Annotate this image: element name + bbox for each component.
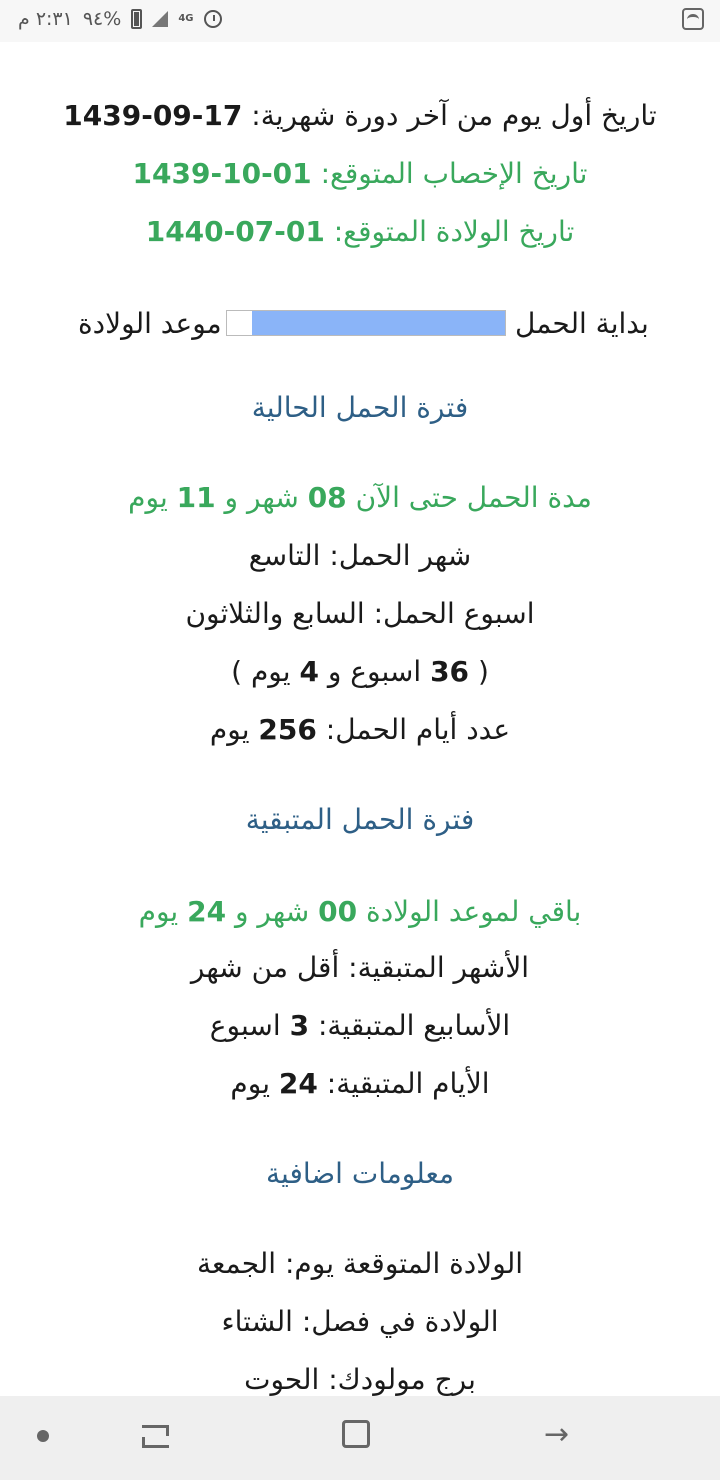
season-value: الشتاء — [221, 1305, 293, 1338]
pregnancy-content[interactable] — [0, 42, 720, 1396]
conception-label: تاريخ الإخصاب المتوقع: — [320, 157, 588, 190]
progress-end-label: موعد الولادة — [78, 307, 222, 340]
week-label: اسبوع الحمل: — [373, 597, 535, 630]
birth-weekday-line — [0, 1244, 720, 1284]
pregnancy-progress — [0, 304, 720, 344]
weeks-days-count: 4 — [299, 655, 319, 688]
due-label: تاريخ الولادة المتوقع: — [333, 215, 575, 248]
week-value: السابع والثلاثون — [185, 597, 365, 630]
remaining-period-heading: فترة الحمل المتبقية — [245, 803, 475, 836]
remaining-months: 00 — [318, 895, 358, 928]
battery-icon — [131, 9, 142, 29]
back-icon[interactable]: → — [544, 1417, 570, 1452]
weekday-label: الولادة المتوقعة يوم: — [284, 1247, 524, 1280]
weeks-days-word: يوم — [250, 655, 291, 688]
progress-bar-fill — [252, 311, 505, 335]
pregnancy-month-line — [0, 536, 720, 576]
zodiac-value: الحوت — [244, 1363, 320, 1396]
wifi-icon — [682, 8, 704, 30]
dot-icon[interactable] — [37, 1430, 49, 1442]
duration-months-word: شهر و — [224, 481, 299, 514]
lmp-value: 1439-09-17 — [63, 99, 243, 132]
status-left — [18, 8, 222, 30]
current-period-heading: فترة الحمل الحالية — [251, 391, 469, 424]
remaining-days-word: يوم — [138, 895, 179, 928]
progress-bar — [226, 310, 506, 336]
remaining-duration-line — [0, 892, 720, 932]
current-duration-line — [0, 478, 720, 518]
month-value: التاسع — [248, 539, 321, 572]
total-days-word: يوم — [209, 713, 250, 746]
remaining-days: 24 — [187, 895, 227, 928]
total-days-value: 256 — [258, 713, 317, 746]
total-days-line — [0, 710, 720, 750]
total-days-label: عدد أيام الحمل: — [325, 713, 511, 746]
lmp-date-line — [0, 96, 720, 136]
extra-info-heading: معلومات اضافية — [266, 1157, 454, 1190]
status-right — [682, 8, 704, 35]
remaining-days-unit: يوم — [230, 1067, 271, 1100]
conception-value: 1439-10-01 — [132, 157, 312, 190]
remaining-weeks-word: اسبوع — [209, 1009, 281, 1042]
weeks-open-paren: ( — [477, 655, 489, 688]
home-icon[interactable] — [342, 1420, 370, 1448]
network-type: 4G — [178, 13, 194, 24]
remaining-weeks-value: 3 — [289, 1009, 310, 1042]
due-date-line — [0, 212, 720, 252]
remaining-months-value: أقل من شهر — [190, 951, 340, 984]
status-bar — [0, 0, 720, 42]
weeks-word: اسبوع و — [327, 655, 422, 688]
alarm-icon — [204, 10, 222, 28]
remaining-days-line — [0, 1064, 720, 1104]
pregnancy-week-line — [0, 594, 720, 634]
weekday-value: الجمعة — [196, 1247, 277, 1280]
battery-percent: ٩٤% — [82, 8, 122, 30]
zodiac-label: برج مولودك: — [328, 1363, 476, 1396]
remaining-weeks-label: الأسابيع المتبقية: — [317, 1009, 511, 1042]
duration-days-word: يوم — [128, 481, 168, 514]
navigation-bar — [0, 1396, 720, 1480]
recent-apps-icon[interactable] — [140, 1421, 170, 1449]
weeks-count: 36 — [430, 655, 470, 688]
remaining-months-label: الأشهر المتبقية: — [348, 951, 530, 984]
season-label: الولادة في فصل: — [301, 1305, 499, 1338]
month-label: شهر الحمل: — [329, 539, 472, 572]
remaining-months-line — [0, 948, 720, 988]
due-value: 1440-07-01 — [145, 215, 325, 248]
duration-days: 11 — [176, 481, 216, 514]
remaining-months-word: شهر و — [235, 895, 310, 928]
progress-start-label: بداية الحمل — [515, 307, 649, 340]
weeks-days-line — [0, 652, 720, 692]
lmp-label: تاريخ أول يوم من آخر دورة شهرية: — [251, 99, 657, 132]
clock: ٢:٣١ م — [18, 8, 73, 30]
remaining-days-value: 24 — [278, 1067, 318, 1100]
conception-date-line — [0, 154, 720, 194]
zodiac-line — [0, 1360, 720, 1396]
weeks-close-paren: ) — [231, 655, 243, 688]
duration-months: 08 — [307, 481, 347, 514]
remaining-weeks-line — [0, 1006, 720, 1046]
signal-icon — [152, 11, 168, 27]
duration-prefix: مدة الحمل حتى الآن — [355, 481, 592, 514]
birth-season-line — [0, 1302, 720, 1342]
remaining-prefix: باقي لموعد الولادة — [366, 895, 582, 928]
remaining-days-label: الأيام المتبقية: — [326, 1067, 490, 1100]
